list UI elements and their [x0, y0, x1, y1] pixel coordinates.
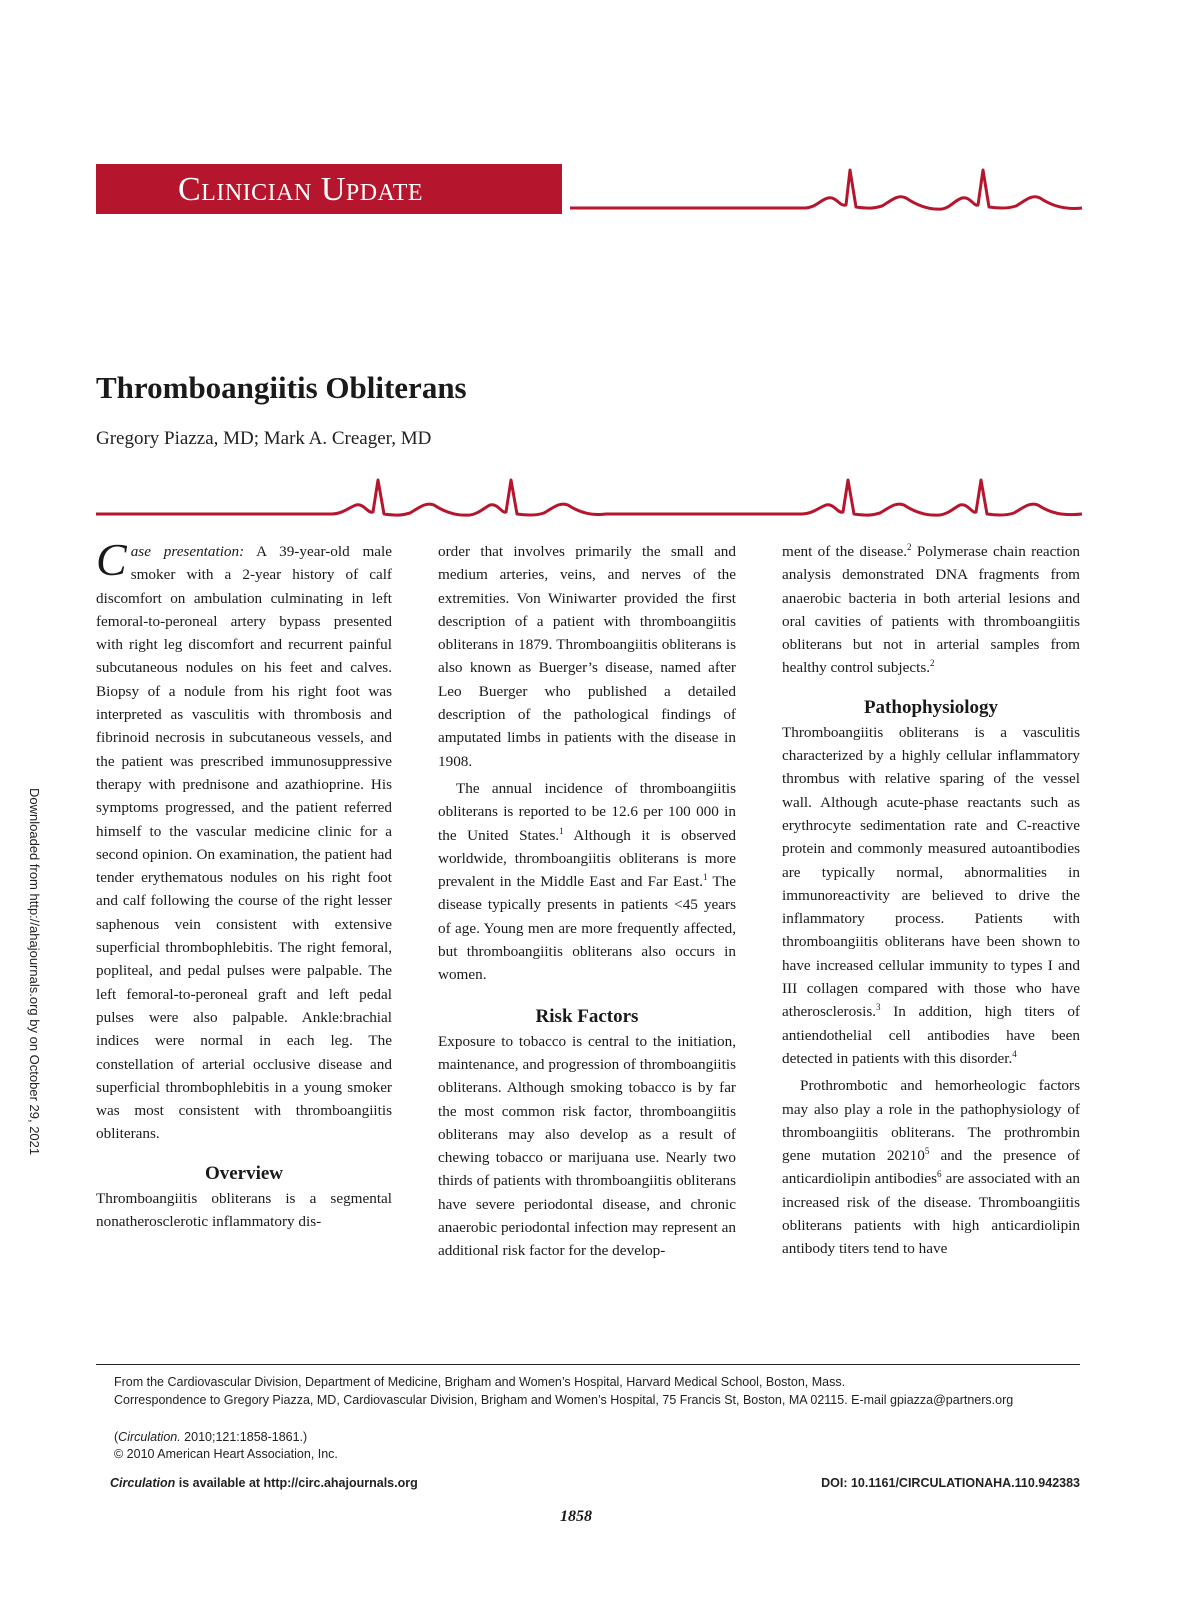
heading-pathophysiology: Pathophysiology	[863, 696, 999, 718]
patho-1-b: In addition, high titers of antiendothelial cell antibodies have been detected in patients with this disorder.	[782, 1003, 1080, 1067]
heading-risk-factors: Risk Factors	[535, 1005, 639, 1027]
citation-rest: 2010;121:1858-1861.)	[180, 1430, 308, 1444]
ref-4: 4	[1012, 1048, 1017, 1059]
risk-cont-b: Polymerase chain reaction analysis demonstrated DNA fragments from anaerobic bacteria in both arterial lesions and oral cavities of patients with thromboangiitis obliterans but not in arterial samples from healthy control subjects.	[782, 543, 1081, 677]
article-authors: Gregory Piazza, MD; Mark A. Creager, MD	[96, 428, 432, 449]
section-banner	[96, 164, 562, 214]
risk-paragraph-continued	[782, 540, 1080, 680]
ref-2: 2	[907, 541, 912, 552]
ecg-line-header	[570, 160, 1082, 216]
incidence-text-c: The disease typically presents in patients <45 years of age. Young men are more frequently affected, but thromboangiitis obliterans also occurs in women.	[438, 873, 736, 984]
case-text: A 39-year-old male smoker with a 2-year history of calf discomfort on ambulation culminating in left femoral-to-peroneal artery bypass presented with right leg discomfort and recurrent painful subcutaneous nodules on his feet and calves. Biopsy of a nodule from his right foot was interpreted as vasculitis with thrombosis and fibrinoid necrosis in subcutaneous vessels, and the patient was prescribed immunosuppressive therapy with prednisone and azathioprine. His symptoms progressed, and the patient referred himself to the vascular medicine clinic for a second opinion. On examination, the patient had tender erythematous nodules on his right foot and calf following the course of the right lesser saphenous vein consistent with extensive superficial thrombophlebitis. The right femoral, popliteal, and pedal pulses were palpable. The left femoral-to-peroneal graft and left pedal pulses were also palpable. Ankle:brachial indices were normal in each leg. The constellation of arterial occlusive disease and superficial thrombophlebitis in a young smoker was most consistent with thromboangiitis obliterans.	[96, 543, 392, 1143]
risk-paragraph: Exposure to tobacco is central to the initiation, maintenance, and progression of thromboangiitis obliterans. Although smoking tobacco is by far the most common risk factor, thromboangiitis obliterans may also develop as a result of chewing tobacco or marijuana use. Nearly two thirds of patients with thromboangiitis obliterans have severe periodontal disease, and chronic anaerobic periodontal infection may represent an additional risk factor for the develop-	[438, 1032, 736, 1260]
heading-overview: Overview	[204, 1162, 284, 1184]
column-1	[96, 534, 392, 1233]
footer-affiliation: From the Cardiovascular Division, Department of Medicine, Brigham and Women’s Hospital, Harvard Medical School, Boston, Mass.	[114, 1375, 846, 1389]
incidence-paragraph	[438, 777, 736, 987]
footer-rule	[96, 1364, 1080, 1365]
risk-cont-a: ment of the disease.	[782, 543, 908, 560]
download-note: Downloaded from http://ahajournals.org by on October 29, 2021	[27, 788, 42, 1156]
drop-cap: C	[96, 534, 127, 585]
article-title: Thromboangiitis Obliterans	[96, 370, 467, 405]
case-lead: ase presentation:	[130, 543, 245, 560]
ref-3: 3	[876, 1002, 881, 1013]
banner-label: Clinician Update	[178, 171, 424, 208]
incidence-text-a: The annual incidence of thromboangiitis obliterans is reported to be 12.6 per 100 000 in the United States.	[438, 779, 736, 844]
patho-2-c: are associated with an increased risk of the disease. Thromboangiitis obliterans patients with high anticardiolipin antibody titers tend to have	[782, 1170, 1080, 1258]
availability-url[interactable]: is available at http://circ.ahajournals.org	[175, 1476, 418, 1490]
patho-paragraph-2	[782, 1074, 1080, 1260]
footer-citation	[96, 1429, 1080, 1446]
patho-paragraph-1	[782, 721, 1080, 1070]
ecg-line-divider	[96, 476, 1082, 522]
footer-copyright: © 2010 American Heart Association, Inc.	[114, 1447, 338, 1461]
patho-2-a: Prothrombotic and hemorheologic factors may also play a role in the pathophysiology of thromboangiitis obliterans. The prothrombin gene mutation 20210	[782, 1077, 1080, 1165]
overview-paragraph-start: Thromboangiitis obliterans is a segmental nonatherosclerotic inflammatory dis-	[96, 1189, 392, 1231]
citation-open: (	[114, 1430, 119, 1444]
citation-journal: Circulation.	[118, 1430, 181, 1444]
incidence-text-b: Although it is observed worldwide, thromboangiitis obliterans is more prevalent in the Middle East and Far East.	[438, 826, 736, 891]
availability-note	[110, 1476, 418, 1490]
case-presentation	[96, 534, 392, 1146]
availability-journal: Circulation	[110, 1476, 176, 1490]
ref-2b: 2	[930, 658, 935, 669]
ref-1: 1	[559, 825, 564, 836]
doi: DOI: 10.1161/CIRCULATIONAHA.110.942383	[821, 1476, 1080, 1490]
page-number: 1858	[560, 1508, 592, 1525]
patho-1-a: Thromboangiitis obliterans is a vasculitis characterized by a highly cellular inflammatory thrombus with relative sparing of the vessel wall. Although acute-phase reactants such as erythrocyte sedimentation rate and C-reactive protein and commonly measured autoantibodies are typically normal, abnormalities in immunoreactivity are believed to drive the inflammatory process. Patients with thromboangiitis obliterans have been shown to have increased cellular immunity to types I and III collagen compared with those who have atherosclerosis.	[782, 723, 1080, 1021]
ref-5: 5	[924, 1146, 930, 1157]
patho-2-b: and the presence of anticardiolipin antibodies	[782, 1147, 1080, 1188]
overview-paragraph-continued: order that involves primarily the small and medium arteries, veins, and nerves of the extremities. Von Winiwarter provided the first description of a patient with thromboangiitis obliterans in 1879. Thromboangiitis obliterans is also known as Buerger’s disease, named after Leo Buerger who published a detailed description of the pathological findings of amputated limbs in patients with the disease in 1908.	[438, 543, 736, 770]
ref-1b: 1	[703, 872, 708, 883]
column-3	[782, 540, 1080, 1261]
ref-6: 6	[937, 1169, 942, 1180]
column-2	[438, 540, 736, 1263]
footer-correspondence: Correspondence to Gregory Piazza, MD, Cardiovascular Division, Brigham and Women’s Hospital, 75 Francis St, Boston, MA 02115. E-mail gpiazza@partners.org	[114, 1393, 1014, 1407]
